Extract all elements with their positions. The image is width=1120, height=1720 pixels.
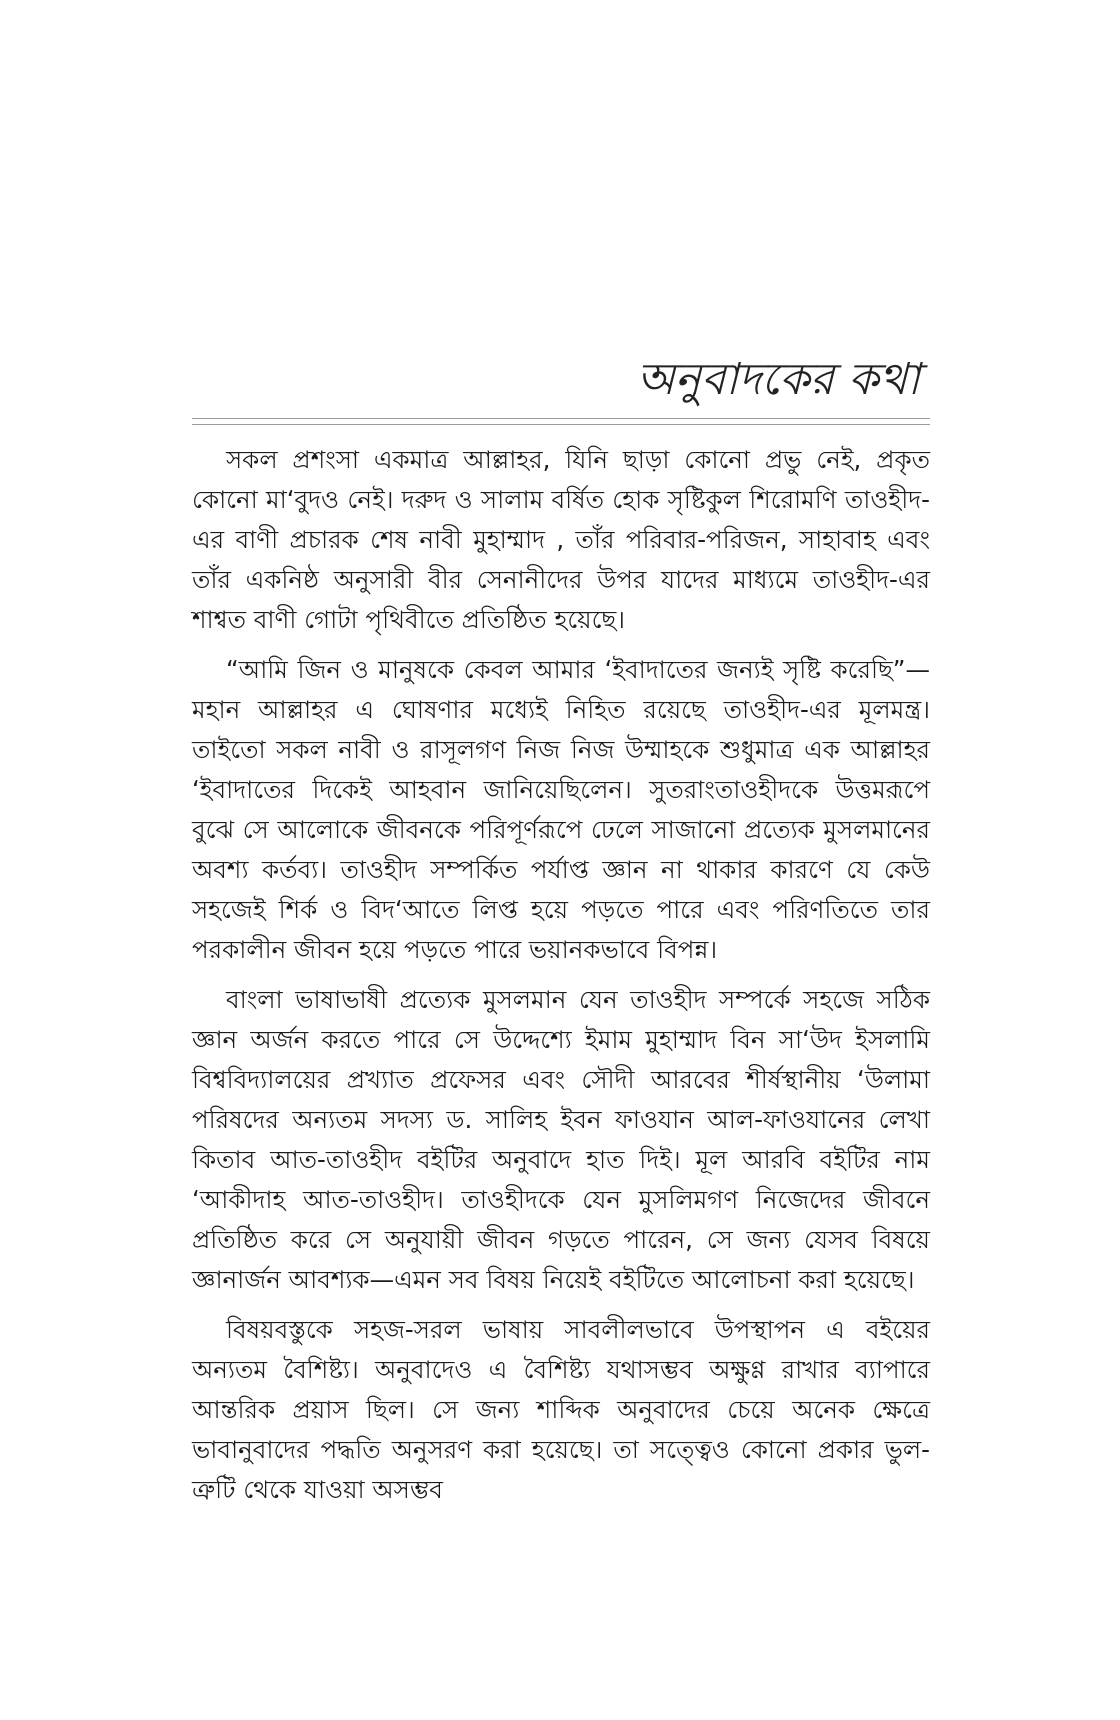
page-title: অনুবাদকের কথা (636, 354, 920, 405)
paragraph-4: বিষয়বস্তুকে সহজ-সরল ভাষায় সাবলীলভাবে উপস্থাপন এ বইয়ের অন্যতম বৈশিষ্ট্য। অনুবাদেও এ বৈশিষ্ট্য যথাসম্ভব অক্ষুণ্ণ রাখার ব্যাপারে আন্তরিক প্রয়াস ছিল। সে জন্য শাব্দিক অনুবাদের চেয়ে অনেক ক্ষেত্রে ভাবানুবাদের পদ্ধতি অনুসরণ করা হয়েছে। তা সত্ত্বেও কোনো প্রকার ভুল-ত্রুটি থেকে যাওয়া অসম্ভব (192, 1315, 930, 1504)
body-text (192, 440, 930, 1520)
title-divider-bottom (192, 424, 930, 425)
paragraph-1: সকল প্রশংসা একমাত্র আল্লাহর, যিনি ছাড়া কোনো প্রভু নেই, প্রকৃত কোনো মা‘বুদও নেই। দরুদ ও সালাম বর্ষিত হোক সৃষ্টিকুল শিরোমণি তাওহীদ-এর বাণী প্রচারক শেষ নাবী মুহাম্মাদ , তাঁর পরিবার-পরিজন, সাহাবাহ এবং তাঁর একনিষ্ঠ অনুসারী বীর সেনানীদের উপর যাদের মাধ্যমে তাওহীদ-এর শাশ্বত বাণী গোটা পৃথিবীতে প্রতিষ্ঠিত হয়েছে। (192, 445, 930, 634)
paragraph-3: বাংলা ভাষাভাষী প্রত্যেক মুসলমান যেন তাওহীদ সম্পর্কে সহজে সঠিক জ্ঞান অর্জন করতে পারে সে উদ্দেশ্যে ইমাম মুহাম্মাদ বিন সা‘উদ ইসলামি বিশ্ববিদ্যালয়ের প্রখ্যাত প্রফেসর এবং সৌদী আরবের শীর্ষস্থানীয় ‘উলামা পরিষদের অন্যতম সদস্য ড. সালিহ ইবন ফাওযান আল-ফাওযানের লেখা কিতাব আত-তাওহীদ বইটির অনুবাদে হাত দিই। মূল আরবি বইটির নাম ‘আকীদাহ আত-তাওহীদ। তাওহীদকে যেন মুসলিমগণ নিজেদের জীবনে প্রতিষ্ঠিত করে সে অনুযায়ী জীবন গড়তে পারেন, সে জন্য যেসব বিষয়ে জ্ঞানার্জন আবশ্যক—এমন সব বিষয় নিয়েই বইটিতে আলোচনা করা হয়েছে। (192, 985, 930, 1294)
title-divider-top (192, 418, 930, 419)
paragraph-2: “আমি জিন ও মানুষকে কেবল আমার ‘ইবাদাতের জন্যই সৃষ্টি করেছি”— মহান আল্লাহর এ ঘোষণার মধ্যেই নিহিত রয়েছে তাওহীদ-এর মূলমন্ত্র। তাইতো সকল নাবী ও রাসূলগণ নিজ নিজ উম্মাহকে শুধুমাত্র এক আল্লাহর ‘ইবাদাতের দিকেই আহবান জানিয়েছিলেন। সুতরাংতাওহীদকে উত্তমরূপে বুঝে সে আলোকে জীবনকে পরিপূর্ণরূপে ঢেলে সাজানো প্রত্যেক মুসলমানের অবশ্য কর্তব্য। তাওহীদ সম্পর্কিত পর্যাপ্ত জ্ঞান না থাকার কারণে যে কেউ সহজেই শির্ক ও বিদ‘আতে লিপ্ত হয়ে পড়তে পারে এবং পরিণতিতে তার পরকালীন জীবন হয়ে পড়তে পারে ভয়ানকভাবে বিপন্ন। (192, 655, 930, 964)
